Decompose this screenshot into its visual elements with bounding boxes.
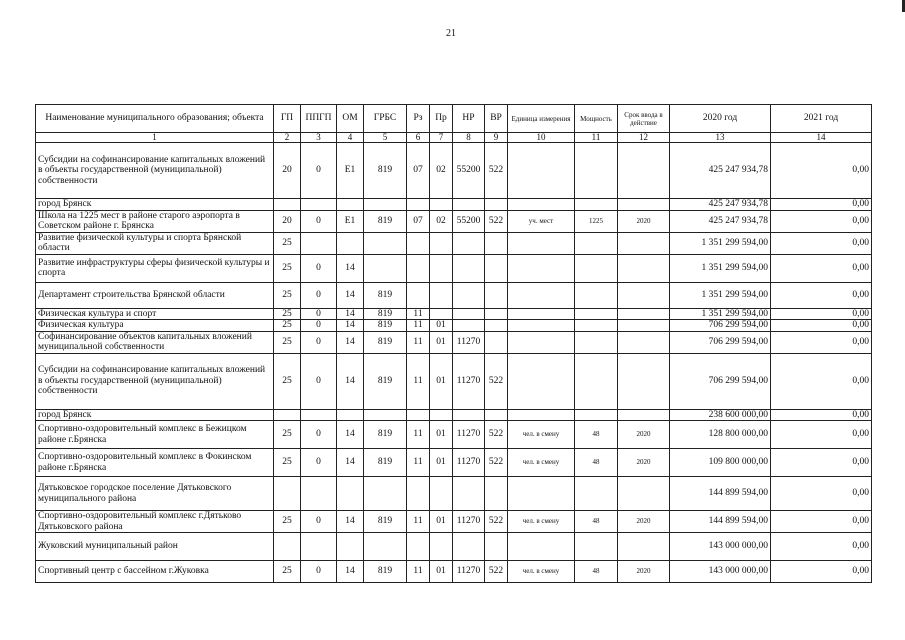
table-cell: 819 <box>364 561 407 583</box>
column-number: 4 <box>337 133 364 143</box>
row-name-cell: Дятьковское городское поселение Дятьковского муниципального района <box>36 477 274 511</box>
table-row <box>36 409 872 421</box>
table-cell: 11270 <box>453 449 485 477</box>
table-cell <box>508 533 575 561</box>
table-cell: 0 <box>301 421 337 449</box>
table-cell: 14 <box>337 561 364 583</box>
table-cell: 25 <box>274 320 301 332</box>
table-cell: 819 <box>364 308 407 320</box>
table-cell: 48 <box>575 561 618 583</box>
row-name-cell: Спортивно-оздоровительный комплекс в Бежицком районе г.Брянска <box>36 421 274 449</box>
table-cell: 0,00 <box>771 254 872 282</box>
table-cell: 25 <box>274 449 301 477</box>
table-cell <box>364 533 407 561</box>
table-cell: 48 <box>575 421 618 449</box>
table-cell <box>618 232 670 254</box>
table-cell: 143 000 000,00 <box>670 561 771 583</box>
table-cell <box>618 199 670 211</box>
table-cell: 01 <box>430 561 453 583</box>
table-cell: 819 <box>364 511 407 533</box>
table-cell: 128 800 000,00 <box>670 421 771 449</box>
table-cell <box>508 320 575 332</box>
row-name-cell: Софинансирование объектов капитальных вложений муниципальной собственности <box>36 331 274 353</box>
row-name-cell: Спортивно-оздоровительный комплекс г.Дятьково Дятьковского района <box>36 511 274 533</box>
table-cell: 0,00 <box>771 232 872 254</box>
table-cell: 14 <box>337 254 364 282</box>
table-cell: 02 <box>430 210 453 232</box>
table-cell <box>453 477 485 511</box>
column-number: 12 <box>618 133 670 143</box>
table-cell <box>453 232 485 254</box>
table-cell: 25 <box>274 421 301 449</box>
table-cell <box>508 282 575 308</box>
table-row <box>36 331 872 353</box>
table-cell: чел. в смену <box>508 561 575 583</box>
header-cell: ГРБС <box>364 105 407 133</box>
table-cell: 1 351 299 594,00 <box>670 254 771 282</box>
table-row <box>36 533 872 561</box>
table-cell: 819 <box>364 449 407 477</box>
table-cell <box>575 232 618 254</box>
row-name-cell: Жуковский муниципальный район <box>36 533 274 561</box>
table-body <box>36 133 872 583</box>
table-cell <box>508 199 575 211</box>
table-cell: 11 <box>407 449 430 477</box>
table-cell <box>485 320 508 332</box>
table-cell <box>618 477 670 511</box>
table-cell: 522 <box>485 353 508 409</box>
table-cell <box>337 409 364 421</box>
table-cell <box>575 353 618 409</box>
header-cell: 2021 год <box>771 105 872 133</box>
table-cell: 11270 <box>453 331 485 353</box>
table-cell: 48 <box>575 511 618 533</box>
table-cell: 25 <box>274 308 301 320</box>
header-cell: 2020 год <box>670 105 771 133</box>
table-cell <box>575 199 618 211</box>
table-row <box>36 232 872 254</box>
table-cell: 144 899 594,00 <box>670 511 771 533</box>
table-cell: 706 299 594,00 <box>670 353 771 409</box>
table-row <box>36 308 872 320</box>
table-cell <box>618 254 670 282</box>
row-name-cell: Развитие инфраструктуры сферы физической культуры и спорта <box>36 254 274 282</box>
table-cell: 14 <box>337 511 364 533</box>
table-cell <box>575 308 618 320</box>
table-cell <box>301 232 337 254</box>
table-cell <box>485 232 508 254</box>
table-cell <box>301 409 337 421</box>
table-cell <box>337 533 364 561</box>
table-row <box>36 282 872 308</box>
table-cell: 425 247 934,78 <box>670 210 771 232</box>
table-cell: 522 <box>485 561 508 583</box>
table-cell <box>485 308 508 320</box>
column-number: 13 <box>670 133 771 143</box>
table-cell <box>407 477 430 511</box>
column-number: 7 <box>430 133 453 143</box>
table-cell: 0,00 <box>771 533 872 561</box>
header-cell: Мощность <box>575 105 618 133</box>
table-cell <box>430 282 453 308</box>
table-cell: 144 899 594,00 <box>670 477 771 511</box>
table-cell <box>575 409 618 421</box>
table-cell: 0 <box>301 320 337 332</box>
header-cell: Единица измерения <box>508 105 575 133</box>
table-cell <box>407 232 430 254</box>
table-cell: 0,00 <box>771 511 872 533</box>
table-cell: 14 <box>337 421 364 449</box>
table-cell <box>575 477 618 511</box>
table-cell: 14 <box>337 331 364 353</box>
column-number: 5 <box>364 133 407 143</box>
table-cell: 0,00 <box>771 282 872 308</box>
row-name-cell: Физическая культура <box>36 320 274 332</box>
table-cell: 522 <box>485 143 508 199</box>
table-cell <box>618 282 670 308</box>
row-name-cell: город Брянск <box>36 199 274 211</box>
table-cell <box>337 232 364 254</box>
table-cell <box>301 199 337 211</box>
table-cell: 01 <box>430 449 453 477</box>
table-row <box>36 421 872 449</box>
row-name-cell: Школа на 1225 мест в районе старого аэропорта в Советском районе г. Брянска <box>36 210 274 232</box>
table-cell <box>453 409 485 421</box>
table-cell: 01 <box>430 511 453 533</box>
table-cell: 1 351 299 594,00 <box>670 308 771 320</box>
table-cell: 01 <box>430 353 453 409</box>
column-number: 10 <box>508 133 575 143</box>
table-cell: 522 <box>485 511 508 533</box>
table-cell: 522 <box>485 421 508 449</box>
table-cell: 55200 <box>453 143 485 199</box>
table-cell: 0,00 <box>771 477 872 511</box>
row-name-cell: Департамент строительства Брянской области <box>36 282 274 308</box>
table-cell: 2020 <box>618 210 670 232</box>
table-cell: 11270 <box>453 421 485 449</box>
column-number: 11 <box>575 133 618 143</box>
header-cell: Срок ввода в действие <box>618 105 670 133</box>
table-cell: 0,00 <box>771 308 872 320</box>
table-cell <box>575 533 618 561</box>
table-row <box>36 210 872 232</box>
table-cell: 01 <box>430 331 453 353</box>
row-name-cell: Спортивный центр с бассейном г.Жуковка <box>36 561 274 583</box>
table-cell: чел. в смену <box>508 449 575 477</box>
table-cell: уч. мест <box>508 210 575 232</box>
table-cell: 0 <box>301 254 337 282</box>
table-cell: 25 <box>274 331 301 353</box>
table-cell <box>618 320 670 332</box>
table-cell: 11 <box>407 353 430 409</box>
table-cell <box>364 409 407 421</box>
table-cell <box>508 143 575 199</box>
table-cell: 48 <box>575 449 618 477</box>
column-number: 6 <box>407 133 430 143</box>
table-cell: 522 <box>485 210 508 232</box>
table-cell <box>485 254 508 282</box>
table-cell: 706 299 594,00 <box>670 320 771 332</box>
table-cell: 25 <box>274 561 301 583</box>
table-cell: 11270 <box>453 561 485 583</box>
table-cell <box>485 331 508 353</box>
table-cell <box>453 533 485 561</box>
table-cell <box>453 254 485 282</box>
table-cell: 11 <box>407 421 430 449</box>
table-cell: 11 <box>407 308 430 320</box>
table-row <box>36 511 872 533</box>
column-number-row <box>36 133 872 143</box>
table-cell: 0 <box>301 308 337 320</box>
table-cell: 2020 <box>618 561 670 583</box>
header-row <box>36 105 872 133</box>
table-cell: 819 <box>364 282 407 308</box>
table-cell <box>575 143 618 199</box>
table-cell <box>407 533 430 561</box>
table-cell <box>508 232 575 254</box>
table-cell: 01 <box>430 421 453 449</box>
column-number: 2 <box>274 133 301 143</box>
table-cell <box>618 409 670 421</box>
table-cell: 25 <box>274 232 301 254</box>
table-cell: 0,00 <box>771 331 872 353</box>
column-number: 14 <box>771 133 872 143</box>
table-cell: 0,00 <box>771 353 872 409</box>
table-cell <box>337 477 364 511</box>
table-cell: 11270 <box>453 353 485 409</box>
table-cell: 706 299 594,00 <box>670 331 771 353</box>
table-cell: 819 <box>364 210 407 232</box>
table-cell: 25 <box>274 254 301 282</box>
table-cell: 425 247 934,78 <box>670 199 771 211</box>
table-cell <box>618 533 670 561</box>
table-cell <box>337 199 364 211</box>
table-cell <box>430 409 453 421</box>
table-cell <box>508 477 575 511</box>
table-cell <box>407 254 430 282</box>
table-cell: E1 <box>337 143 364 199</box>
table-cell: 0 <box>301 511 337 533</box>
table-cell <box>618 143 670 199</box>
table-cell: 425 247 934,78 <box>670 143 771 199</box>
row-name-cell: Спортивно-оздоровительный комплекс в Фокинском районе г.Брянска <box>36 449 274 477</box>
table-cell: 07 <box>407 143 430 199</box>
table-row <box>36 561 872 583</box>
header-cell: ППГП <box>301 105 337 133</box>
table-cell: 819 <box>364 331 407 353</box>
table-cell <box>301 533 337 561</box>
table-cell: 109 800 000,00 <box>670 449 771 477</box>
table-cell: 1 351 299 594,00 <box>670 282 771 308</box>
table-cell <box>274 533 301 561</box>
table-cell <box>453 320 485 332</box>
table-cell: 14 <box>337 308 364 320</box>
table-row <box>36 254 872 282</box>
table-cell <box>364 477 407 511</box>
table-cell <box>618 353 670 409</box>
row-name-cell: город Брянск <box>36 409 274 421</box>
table-cell <box>301 477 337 511</box>
table-cell: 0,00 <box>771 421 872 449</box>
table-cell <box>430 232 453 254</box>
table-cell: 11 <box>407 561 430 583</box>
table-cell <box>508 353 575 409</box>
table-cell: 01 <box>430 320 453 332</box>
table-cell <box>274 199 301 211</box>
column-number: 1 <box>36 133 274 143</box>
table-cell: 0,00 <box>771 199 872 211</box>
table-cell <box>485 282 508 308</box>
row-name-cell: Развитие физической культуры и спорта Брянской области <box>36 232 274 254</box>
table-cell: E1 <box>337 210 364 232</box>
table-cell: 11 <box>407 331 430 353</box>
row-name-cell: Субсидии на софинансирование капитальных вложений в объекты государственной (муниципальной) собственности <box>36 353 274 409</box>
table-cell: 238 600 000,00 <box>670 409 771 421</box>
table-cell: 0,00 <box>771 449 872 477</box>
page-number: 21 <box>446 28 456 39</box>
table-cell <box>274 409 301 421</box>
row-name-cell: Субсидии на софинансирование капитальных вложений в объекты государственной (муниципальной) собственности <box>36 143 274 199</box>
table-cell <box>430 254 453 282</box>
table-cell: 0,00 <box>771 210 872 232</box>
table-cell: 25 <box>274 282 301 308</box>
table-cell: 0,00 <box>771 143 872 199</box>
table-cell: 0 <box>301 449 337 477</box>
table-cell: 0 <box>301 143 337 199</box>
table-cell <box>485 533 508 561</box>
table-cell <box>453 282 485 308</box>
table-cell <box>508 254 575 282</box>
table-cell <box>364 254 407 282</box>
table-cell <box>485 409 508 421</box>
table-cell <box>575 320 618 332</box>
table-cell: 14 <box>337 449 364 477</box>
header-cell: ОМ <box>337 105 364 133</box>
header-cell: НР <box>453 105 485 133</box>
header-cell: Пр <box>430 105 453 133</box>
budget-table <box>35 104 872 583</box>
table-cell: чел. в смену <box>508 421 575 449</box>
table-cell: 2020 <box>618 511 670 533</box>
table-row <box>36 477 872 511</box>
table-cell: 0 <box>301 561 337 583</box>
header-cell: ГП <box>274 105 301 133</box>
table-cell: 143 000 000,00 <box>670 533 771 561</box>
table-cell <box>407 409 430 421</box>
header-cell: ВР <box>485 105 508 133</box>
table-row <box>36 353 872 409</box>
table-cell <box>430 533 453 561</box>
table-cell: 0 <box>301 353 337 409</box>
table-cell: 819 <box>364 421 407 449</box>
table-cell: 25 <box>274 511 301 533</box>
table-cell: 819 <box>364 320 407 332</box>
table-cell <box>575 282 618 308</box>
table-cell: 2020 <box>618 421 670 449</box>
table-cell: 14 <box>337 320 364 332</box>
table-cell: 819 <box>364 353 407 409</box>
table-row <box>36 199 872 211</box>
table-cell: 0,00 <box>771 409 872 421</box>
table-cell: 0 <box>301 282 337 308</box>
table-cell <box>508 308 575 320</box>
table-cell: 1 351 299 594,00 <box>670 232 771 254</box>
table-cell <box>618 308 670 320</box>
table-cell <box>575 331 618 353</box>
table-cell: 0 <box>301 331 337 353</box>
table-cell <box>430 477 453 511</box>
table-cell: 25 <box>274 353 301 409</box>
table-cell <box>274 477 301 511</box>
table-cell <box>407 282 430 308</box>
table-cell: 02 <box>430 143 453 199</box>
table-cell <box>430 199 453 211</box>
table-cell <box>508 409 575 421</box>
column-number: 8 <box>453 133 485 143</box>
header-cell: Наименование муниципального образования; объекта <box>36 105 274 133</box>
table-cell <box>575 254 618 282</box>
table-cell: 0,00 <box>771 561 872 583</box>
table-cell <box>364 232 407 254</box>
table-cell: 55200 <box>453 210 485 232</box>
table-cell: 1225 <box>575 210 618 232</box>
table-cell: 14 <box>337 353 364 409</box>
table-cell <box>430 308 453 320</box>
table-cell: чел. в смену <box>508 511 575 533</box>
table-cell <box>508 331 575 353</box>
table-row <box>36 143 872 199</box>
table-cell: 11 <box>407 320 430 332</box>
table-cell <box>618 331 670 353</box>
table-cell: 07 <box>407 210 430 232</box>
table-cell: 0,00 <box>771 320 872 332</box>
table-row <box>36 449 872 477</box>
table-cell: 819 <box>364 143 407 199</box>
table-cell <box>485 199 508 211</box>
table-cell <box>453 308 485 320</box>
header-cell: Рз <box>407 105 430 133</box>
table-cell: 2020 <box>618 449 670 477</box>
row-name-cell: Физическая культура и спорт <box>36 308 274 320</box>
column-number: 3 <box>301 133 337 143</box>
table-cell: 20 <box>274 210 301 232</box>
table-cell: 11270 <box>453 511 485 533</box>
table-cell: 20 <box>274 143 301 199</box>
table-row <box>36 320 872 332</box>
table-cell <box>364 199 407 211</box>
table-cell: 0 <box>301 210 337 232</box>
column-number: 9 <box>485 133 508 143</box>
table-cell <box>407 199 430 211</box>
table-cell: 11 <box>407 511 430 533</box>
table-cell: 14 <box>337 282 364 308</box>
table-cell <box>485 477 508 511</box>
table-cell <box>453 199 485 211</box>
table-cell: 522 <box>485 449 508 477</box>
